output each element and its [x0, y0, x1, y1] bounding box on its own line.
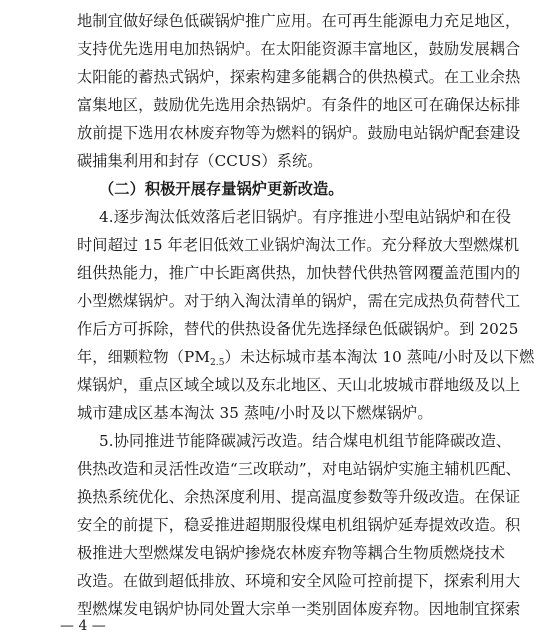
text-line: 地制宜做好绿色低碳锅炉推广应用。在可再生能源电力充足地区， — [77, 12, 521, 30]
text-line: 换热系统优化、余热深度利用、提高温度参数等升级改造。在保证 — [77, 488, 521, 506]
page-number: — 4 — — [60, 618, 106, 634]
text-line: 作后方可拆除，替代的供热设备优先选择绿色低碳锅炉。到 2025 — [77, 320, 519, 338]
text-line: 放前提下选用农林废弃物等为燃料的锅炉。鼓励电站锅炉配套建设 — [77, 124, 521, 142]
text-line: 安全的前提下，稳妥推进超期服役煤电机组锅炉延寿提效改造。积 — [77, 516, 521, 534]
text-line: 城市建成区基本淘汰 35 蒸吨/小时及以下燃煤锅炉。 — [77, 404, 433, 422]
subscript: 2.5 — [209, 358, 225, 368]
text-line: 极推进大型燃煤发电锅炉掺烧农林废弃物等耦合生物质燃烧技术 — [77, 544, 506, 562]
text-fragment: ）未达标城市基本淘汰 10 蒸吨/小时及以下燃 — [224, 348, 535, 366]
text-line: 太阳能的蓄热式锅炉，探索构建多能耦合的供热模式。在工业余热 — [77, 68, 521, 86]
text-line: 支持优先选用电加热锅炉。在太阳能资源丰富地区，鼓励发展耦合 — [77, 40, 521, 58]
section-heading: （二）积极开展存量锅炉更新改造。 — [99, 180, 344, 198]
text-line: 供热改造和灵活性改造“三改联动”，对电站锅炉实施主辅机匹配、 — [77, 460, 521, 478]
text-line: 碳捕集利用和封存（CCUS）系统。 — [77, 152, 323, 170]
text-line: 富集地区，鼓励优先选用余热锅炉。有条件的地区可在确保达标排 — [77, 96, 521, 114]
text-line: 煤锅炉，重点区域全域以及东北地区、天山北坡城市群地级及以上 — [77, 376, 521, 394]
text-line: 型燃煤发电锅炉协同处置大宗单一类别固体废弃物。因地制宜探索 — [77, 600, 521, 618]
text-fragment: 年，细颗粒物（PM — [77, 348, 210, 366]
paragraph-first-line: 4.逐步淘汰低效落后老旧锅炉。有序推进小型电站锅炉和在役 — [99, 208, 512, 226]
text-line: 改造。在做到超低排放、环境和安全风险可控前提下，探索利用大 — [77, 572, 521, 590]
text-line: 组供热能力，推广中长距离供热，加快替代供热管网覆盖范围内的 — [77, 264, 521, 282]
paragraph-first-line: 5.协同推进节能降碳减污改造。结合煤电机组节能降碳改造、 — [99, 432, 512, 450]
text-line-with-subscript — [77, 347, 534, 367]
text-line: 小型燃煤锅炉。对于纳入淘汰清单的锅炉，需在完成热负荷替代工 — [77, 292, 521, 310]
text-line: 时间超过 15 年老旧低效工业锅炉淘汰工作。充分释放大型燃煤机 — [77, 236, 520, 254]
